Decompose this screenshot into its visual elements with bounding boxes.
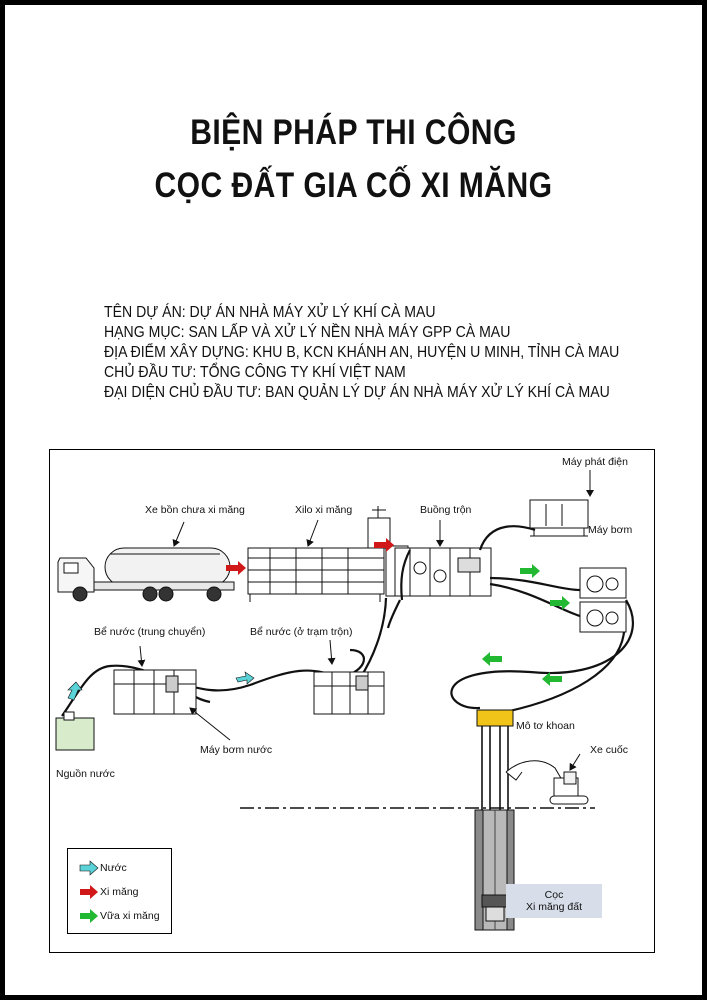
label-excavator: Xe cuốc xyxy=(590,744,628,756)
water-tank-transfer xyxy=(114,670,196,714)
pile-label-line-1: Cọc xyxy=(544,889,564,901)
generator xyxy=(530,500,588,536)
mixing-room xyxy=(395,548,491,596)
title-line-2: CỌC ĐẤT GIA CỐ XI MĂNG xyxy=(154,166,553,205)
project-info xyxy=(104,303,619,403)
project-category: HẠNG MỤC: SAN LẤP VÀ XỬ LÝ NỀN NHÀ MÁY GPP CÀ MAU xyxy=(104,324,511,341)
project-investor: CHỦ ĐẦU TƯ: TỔNG CÔNG TY KHÍ VIỆT NAM xyxy=(104,364,406,381)
legend-cement-label: Xi măng xyxy=(100,886,139,898)
legend-grout-arrow xyxy=(80,909,98,923)
project-location: ĐỊA ĐIỂM XÂY DỰNG: KHU B, KCN KHÁNH AN, HUYỆN U MINH, TỈNH CÀ MAU xyxy=(104,344,620,361)
pile-label xyxy=(506,884,602,918)
legend xyxy=(67,848,172,934)
legend-grout-label: Vữa xi măng xyxy=(100,910,160,922)
label-mixing-room: Buồng trộn xyxy=(420,504,472,516)
cement-truck xyxy=(58,548,234,601)
label-generator: Máy phát điện xyxy=(562,456,628,468)
label-silo: Xilo xi măng xyxy=(295,504,353,516)
cement-silo xyxy=(248,506,408,602)
pile-label-line-2: Xi măng đất xyxy=(525,901,583,913)
water-tank-mixing xyxy=(314,672,384,714)
label-pump: Máy bơm xyxy=(588,524,633,536)
legend-water-arrow xyxy=(80,861,98,875)
excavator xyxy=(506,761,588,804)
label-water-source: Nguồn nước xyxy=(56,768,115,780)
label-water-tank-transfer: Bể nước (trung chuyển) xyxy=(94,626,206,638)
label-water-pump: Máy bơm nước xyxy=(200,744,273,756)
project-representative: ĐẠI DIỆN CHỦ ĐẦU TƯ: BAN QUẢN LÝ DỰ ÁN NHÀ MÁY XỬ LÝ KHÍ CÀ MAU xyxy=(104,384,610,401)
label-cement-truck: Xe bồn chưa xi măng xyxy=(145,504,245,516)
legend-cement-arrow xyxy=(80,885,98,899)
pump-units xyxy=(580,568,626,632)
project-name: TÊN DỰ ÁN: DỰ ÁN NHÀ MÁY XỬ LÝ KHÍ CÀ MAU xyxy=(104,304,436,321)
legend-water-label: Nước xyxy=(100,862,127,874)
title-line-1: BIỆN PHÁP THI CÔNG xyxy=(190,113,517,152)
water-source-tank xyxy=(56,712,94,750)
label-water-tank-mixing: Bể nước (ở trạm trộn) xyxy=(250,626,353,638)
construction-diagram xyxy=(49,449,655,953)
label-drill-motor: Mô tơ khoan xyxy=(516,720,575,732)
